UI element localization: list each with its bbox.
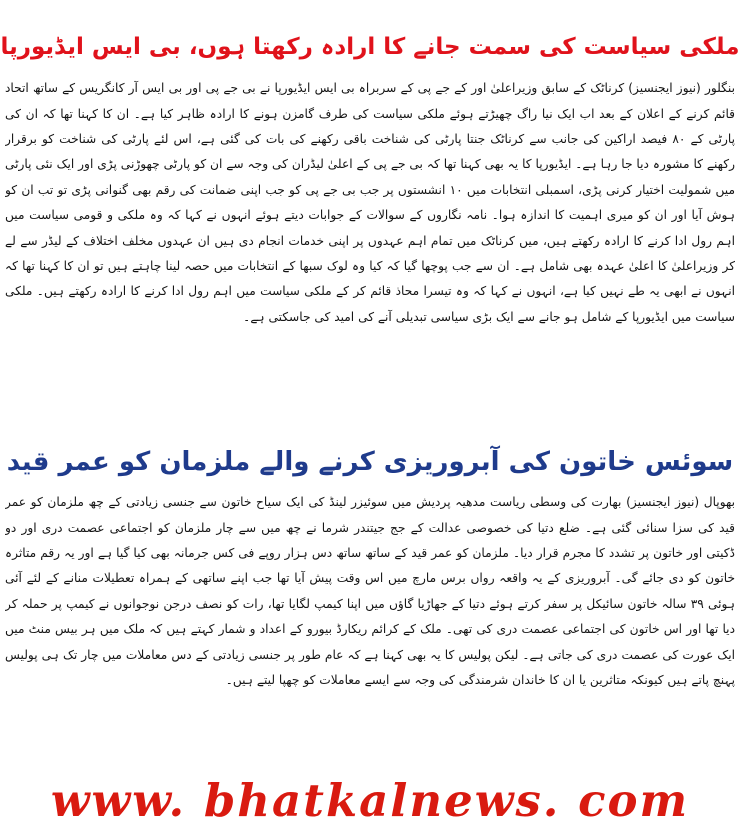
article-1-headline: ملکی سیاست کی سمت جانے کا ارادہ رکھتا ہوں، بی ایس ایڈیورپا (0, 34, 740, 61)
article-2-body: بھوپال (نیوز ایجنسیز) بھارت کی وسطی ریاست مدھیہ پردیش میں سوئیزر لینڈ کی ایک سیاح خاتون سے جنسی زیادتی کے چھ ملزمان کو عمر قید کی سزا سنائی گئی ہے۔ ضلع دتیا کی خصوصی عدالت کے جج جیتندر شرما نے چھ میں سے چار ملزمان کو اجتماعی عصمت دری اور دو ڈکیتی اور خاتون پر تشدد کا مجرم قرار دیا۔ ملزمان کو عمر قید کے ساتھ ساتھ دس ہزار روپے فی کس جرمانہ بھی کیا گیا ہے اور یہ رقم متاثرہ خاتون کو دی جائے گی۔ آبروریزی کے یہ واقعہ رواں برس مارچ میں اس وقت پیش آیا تھا جب اپنے ساتھی کے ہمراہ تعطیلات منانے کے لئے آئی ہوئی ۳۹ سالہ خاتون سائیکل پر سفر کرتے ہوئے دتیا کے جھاڑیا گاؤں میں اپنا کیمپ لگایا تھا، رات کو نصف درجن نوجوانوں نے کیمپ پر حملہ کر دیا تھا اور اس خاتون کی اجتماعی عصمت دری کی تھی۔ ملک کے کرائم ریکارڈ بیورو کے اعداد و شمار کہتے ہیں کہ ملک میں ہر بیس منٹ میں ایک عورت کی عصمت دری کی جاتی ہے۔ لیکن پولیس کا یہ بھی کہنا ہے کہ عام طور پر جنسی زیادتی کے دس معاملات میں چار تک ہی پولیس پہنچ پاتے ہیں کیونکہ متاثرین یا ان کا خاندان شرمندگی کی وجہ سے ایسے معاملات کو چھپا لیتے ہیں۔ (5, 495, 735, 688)
article-2-headline: سوئس خاتون کی آبروریزی کرنے والے ملزمان کو عمر قید (6, 446, 734, 477)
article-1-body: بنگلور (نیوز ایجنسیز) کرناٹک کے سابق وزیراعلیٰ اور کے جے پی کے سربراہ بی ایس ایڈیورپا نے بی جے پی اور بی ایس آر کانگریس کے ساتھ اتحاد قائم کرنے کے اعلان کے بعد اب ایک نیا راگ چھیڑتے ہوئے ملکی سیاست کی طرف گامزن ہونے کا ارادہ ظاہر کیا ہے۔ ان کا کہنا تھا کہ ان کی پارٹی کے ۸۰ فیصد اراکین کی جانب سے کرناٹک جنتا پارٹی کی شناخت باقی رکھنے کی بات کی گئی ہے، اس لئے پارٹی کی شناخت کو برقرار رکھنے کا مشورہ دیا جا رہا ہے۔ ایڈیورپا کا یہ بھی کہنا تھا کہ بی جے پی کے اعلیٰ لیڈران کی وجہ سے ان کو پارٹی چھوڑنی پڑی اور ایک نئی پارٹی میں شمولیت اختیار کرنی پڑی، اسمبلی انتخابات میں ۱۰ انشستوں پر جب بی جے پی کو جب اپنی ضمانت کی رقم بھی گنوانی پڑی تو تب ان کو ہوش آیا اور ان کو میری اہمیت کا اندازہ ہوا۔ نامہ نگاروں کے سوالات کے جوابات دیتے ہوئے انہوں نے کہا کہ وہ ملکی و قومی سیاست میں اہم رول ادا کرنے کا ارادہ رکھتے ہیں، میں کرناٹک میں تمام اہم عہدوں پر اپنی خدمات انجام دی ہیں ان عہدوں مخلف اختلاف کے لیڈر سے لے کر وزیراعلیٰ کا اعلیٰ عہدہ بھی شامل ہے۔ ان سے جب پوچھا گیا کہ کیا وہ لوک سبھا کے انتخابات میں حصہ لینا چاہتے ہیں تو ان کا کہنا تھا کہ انہوں نے ابھی یہ طے نہیں کیا ہے، انہوں نے کہا کہ وہ تیسرا محاذ قائم کر کے ملکی سیاست میں اہم رول ادا کرنے کا ارادہ رکھتے ہیں۔ ملکی سیاست میں ایڈیورپا کے شامل ہو جانے سے ایک بڑی سیاسی تبدیلی آنے کی امید کی جاسکتی ہے۔ (5, 81, 735, 324)
site-url-footer[interactable]: www. bhatkalnews. com (50, 774, 690, 827)
